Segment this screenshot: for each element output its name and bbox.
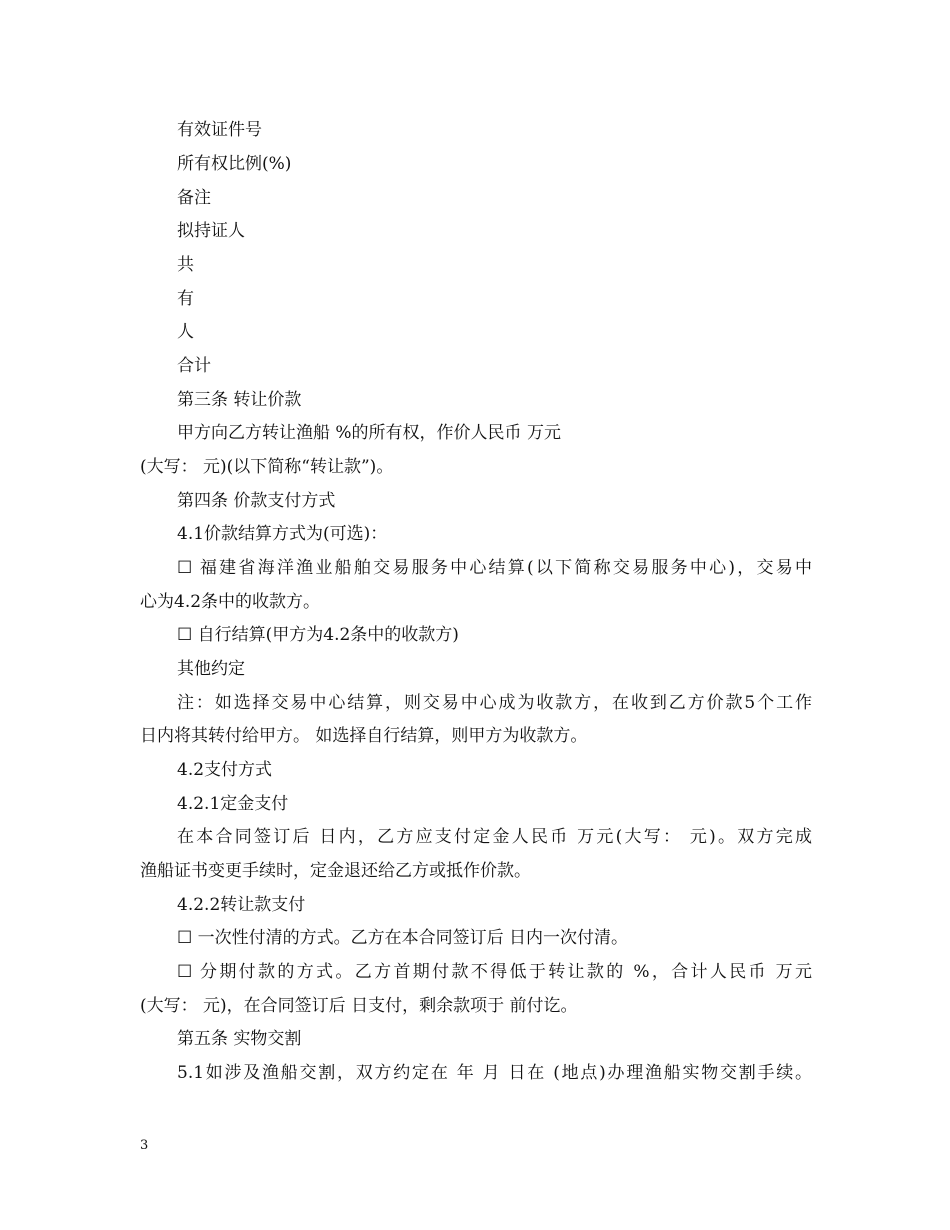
paragraph-line: 4.1价款结算方式为(可选)： [177, 524, 388, 544]
paragraph-line: 4.2.1定金支付 [177, 794, 289, 814]
paragraph-line: 4.2.2转让款支付 [177, 895, 306, 915]
paragraph-line: 5.1如涉及渔船交割，双方约定在 年 月 日在 (地点)办理渔船实物交割手续。 [177, 1063, 812, 1083]
checkbox-option-line: ☐ 福建省海洋渔业船舶交易服务中心结算(以下简称交易服务中心)，交易中 [177, 558, 812, 578]
paragraph-line: 4.2支付方式 [177, 760, 273, 780]
text-line-remarks: 备注 [177, 188, 211, 208]
paragraph-line: (大写： 元)(以下简称“转让款”)。 [140, 457, 394, 477]
paragraph-line: (大写： 元)，在合同签订后 日支付，剩余款项于 前付讫。 [140, 996, 578, 1016]
paragraph-line: 其他约定 [177, 659, 245, 679]
text-line-valid-id-number: 有效证件号 [177, 120, 262, 140]
paragraph-line: 甲方向乙方转让渔船 %的所有权，作价人民币 万元 [177, 423, 561, 443]
section-heading-article-3: 第三条 转让价款 [177, 390, 302, 410]
section-heading-article-5: 第五条 实物交割 [177, 1029, 302, 1049]
page-number: 3 [140, 1138, 149, 1153]
paragraph-line: 心为4.2条中的收款方。 [140, 592, 321, 612]
checkbox-option-line: ☐ 自行结算(甲方为4.2条中的收款方) [177, 625, 459, 645]
checkbox-option-line: ☐ 一次性付清的方式。乙方在本合同签订后 日内一次付清。 [177, 928, 629, 948]
text-line-proposed-holder: 拟持证人 [177, 221, 245, 241]
text-line-ownership-ratio: 所有权比例(%) [177, 154, 292, 174]
paragraph-line: 在本合同签订后 日内，乙方应支付定金人民币 万元(大写： 元)。双方完成 [177, 827, 812, 847]
section-heading-article-4: 第四条 价款支付方式 [177, 491, 336, 511]
text-line-co-1: 共 [177, 255, 194, 275]
checkbox-option-line: ☐ 分期付款的方式。乙方首期付款不得低于转让款的 %，合计人民币 万元 [177, 962, 812, 982]
text-line-total: 合计 [177, 356, 211, 376]
text-line-co-3: 人 [177, 322, 194, 342]
text-line-co-2: 有 [177, 289, 194, 309]
note-line: 日内将其转付给甲方。 如选择自行结算，则甲方为收款方。 [140, 726, 588, 746]
paragraph-line: 渔船证书变更手续时，定金退还给乙方或抵作价款。 [140, 861, 531, 881]
note-line: 注：如选择交易中心结算，则交易中心成为收款方，在收到乙方价款5个工作 [177, 693, 812, 713]
